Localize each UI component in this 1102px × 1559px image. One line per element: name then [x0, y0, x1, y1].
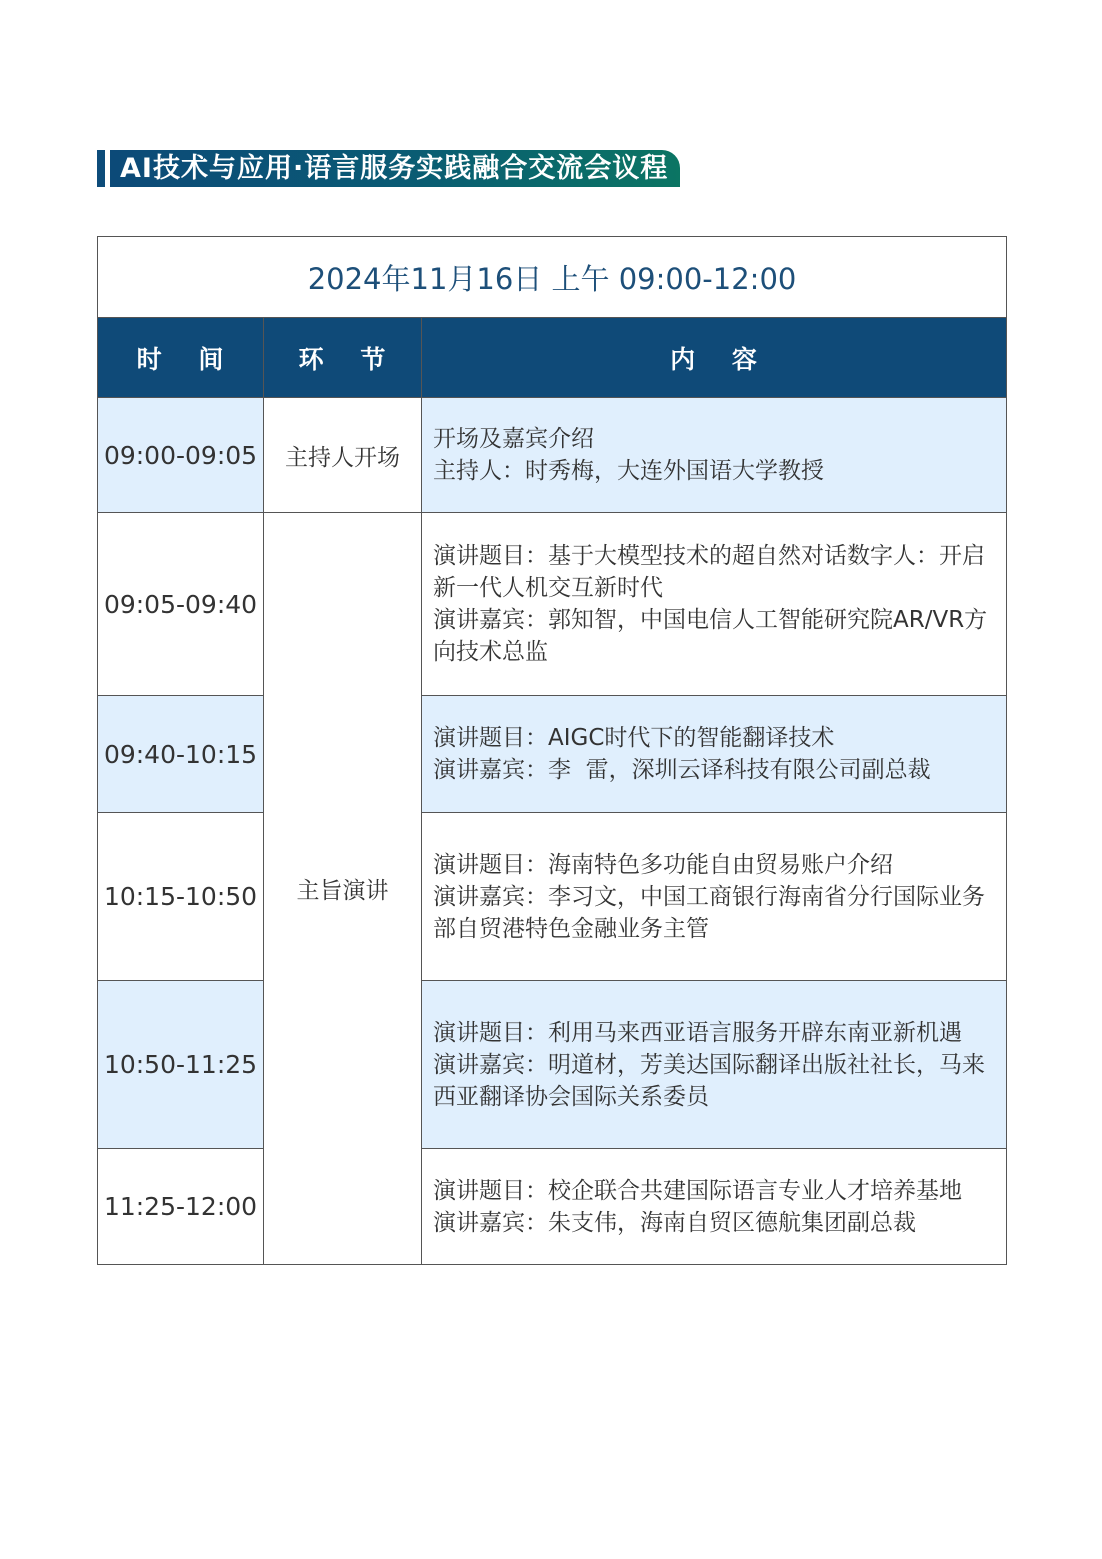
content-cell	[422, 696, 1007, 813]
agenda-table	[97, 236, 1007, 1265]
time-cell: 09:00-09:05	[98, 398, 264, 513]
content-cell	[422, 513, 1007, 696]
table-row	[98, 696, 1007, 813]
column-header-segment: 环 节	[264, 318, 422, 398]
content-cell	[422, 981, 1007, 1149]
table-row	[98, 1149, 1007, 1265]
header-row	[98, 318, 1007, 398]
content-line: 演讲题目：AIGC时代下的智能翻译技术	[433, 725, 835, 751]
table-row	[98, 398, 1007, 513]
content-line: 演讲嘉宾：郭知智，中国电信人工智能研究院AR/VR方向技术总监	[433, 607, 988, 665]
content-line: 演讲嘉宾：明道材，芳美达国际翻译出版社社长，马来西亚翻译协会国际关系委员	[433, 1051, 985, 1110]
content-line: 演讲题目：基于大模型技术的超自然对话数字人：开启新一代人机交互新时代	[433, 543, 985, 601]
agenda-title-bar	[97, 150, 680, 187]
time-cell: 09:40-10:15	[98, 696, 264, 813]
segment-cell: 主旨演讲	[264, 513, 422, 1265]
content-line: 演讲嘉宾：朱支伟，海南自贸区德航集团副总裁	[433, 1209, 916, 1236]
segment-cell: 主持人开场	[264, 398, 422, 513]
content-cell	[422, 1149, 1007, 1265]
time-cell: 10:50-11:25	[98, 981, 264, 1149]
content-line: 演讲题目：校企联合共建国际语言专业人才培养基地	[433, 1177, 962, 1204]
date-header: 2024年11月16日 上午 09:00-12:00	[98, 237, 1007, 318]
content-line: 演讲嘉宾：李 雷，深圳云译科技有限公司副总裁	[433, 757, 931, 783]
title-accent-bar	[97, 150, 105, 187]
column-header-time: 时 间	[98, 318, 264, 398]
content-line: 演讲题目：海南特色多功能自由贸易账户介绍	[433, 851, 893, 878]
table-row	[98, 513, 1007, 696]
content-line: 演讲嘉宾：李习文，中国工商银行海南省分行国际业务部自贸港特色金融业务主管	[433, 883, 985, 942]
table-row	[98, 813, 1007, 981]
content-line: 开场及嘉宾介绍	[433, 426, 594, 452]
content-cell	[422, 398, 1007, 513]
content-cell	[422, 813, 1007, 981]
time-cell: 11:25-12:00	[98, 1149, 264, 1265]
content-line: 演讲题目：利用马来西亚语言服务开辟东南亚新机遇	[433, 1019, 962, 1046]
date-row	[98, 237, 1007, 318]
time-cell: 10:15-10:50	[98, 813, 264, 981]
time-cell: 09:05-09:40	[98, 513, 264, 696]
content-line: 主持人：时秀梅，大连外国语大学教授	[433, 458, 824, 484]
column-header-content: 内 容	[422, 318, 1007, 398]
agenda-title: AI技术与应用·语言服务实践融合交流会议程	[110, 150, 680, 187]
table-row	[98, 981, 1007, 1149]
